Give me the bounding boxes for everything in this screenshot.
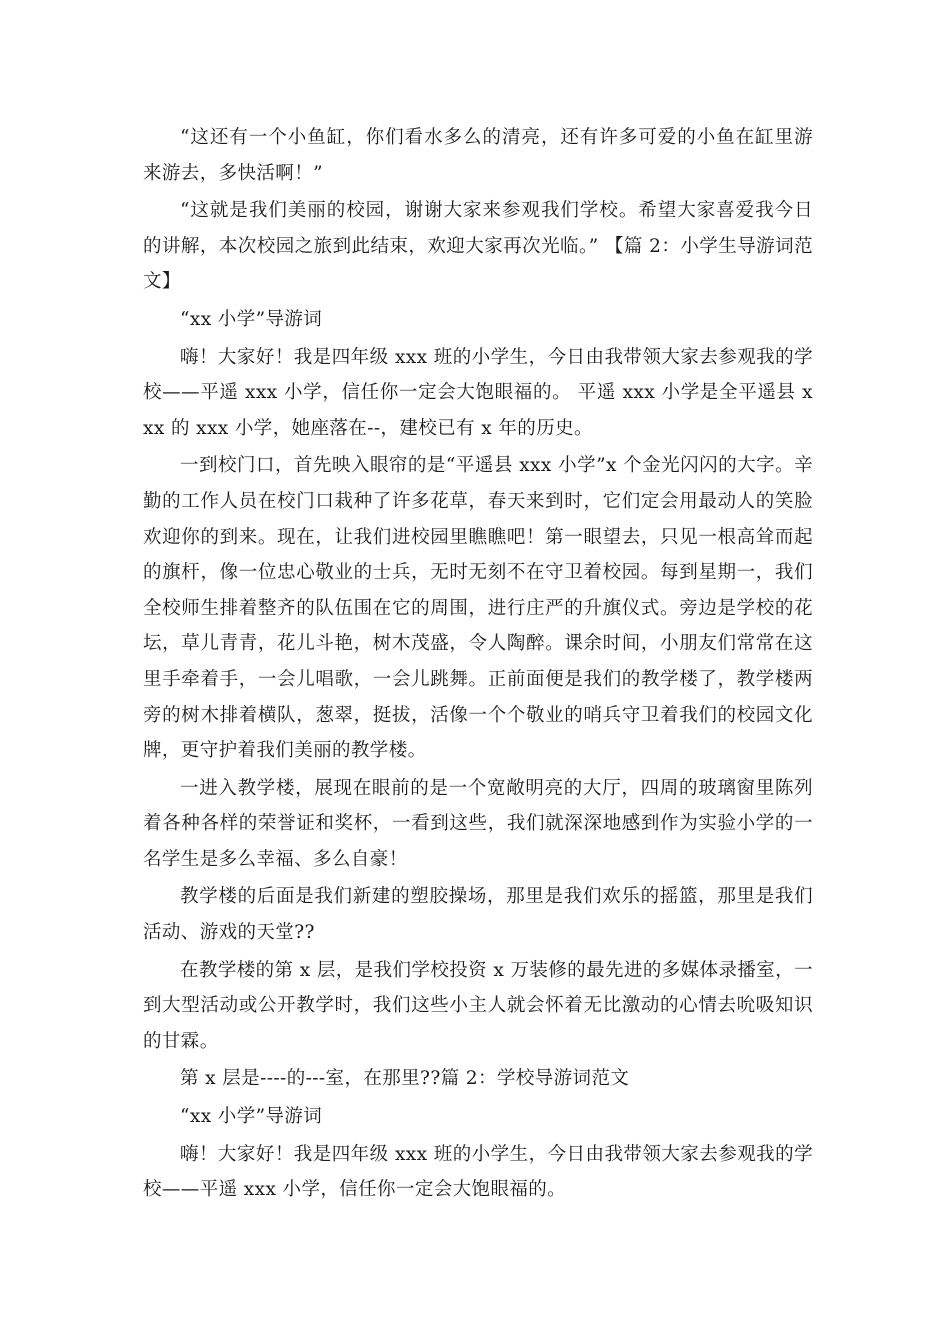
paragraph-fish-tank: “这还有一个小鱼缸，你们看水多么的清亮，还有许多可爱的小鱼在缸里游来游去，多快活啊！” [143,127,813,184]
paragraph-closing-remarks: “这就是我们美丽的校园，谢谢大家来参观我们学校。希望大家喜爱我今日的讲解，本次校园之旅到此结束，欢迎大家再次光临。” 【篇 2：小学生导游词范文】 [143,200,813,293]
paragraph-floor-room: 第 x 层是----的---室，在那里??篇 2：学校导游词范文 [180,1068,630,1090]
paragraph-greeting-2: 嗨！大家好！我是四年级 xxx 班的小学生，今日由我带领大家去参观我的学校——平遥 xxx 小学，信任你一定会大饱眼福的。 [143,1143,813,1201]
paragraph-teaching-building: 一进入教学楼，展现在眼前的是一个宽敞明亮的大厅，四周的玻璃窗里陈列着各种各样的荣誉证和奖杯，一看到这些，我们就深深地感到作为实验小学的一名学生是多么幸福、多么自豪！ [143,777,813,870]
paragraph-playground: 教学楼的后面是我们新建的塑胶操场，那里是我们欢乐的摇篮，那里是我们活动、游戏的天堂?? [143,886,813,944]
paragraph-school-gate: 一到校门口，首先映入眼帘的是“平遥县 xxx 小学”x 个金光闪闪的大字。辛勤的工作人员在校门口栽种了许多花草，春天来到时，它们定会用最动人的笑脸欢迎你的到来。现在，让我们进校园里瞧瞧吧！第一眼望去，只见一根高耸而起的旗杆，像一位忠心敬业的士兵，无时无刻不在守卫着校园。每到星期一，我们全校师生排着整齐的队伍围在它的周围，进行庄严的升旗仪式。旁边是学校的花坛，草儿青青，花儿斗艳，树木茂盛，令人陶醉。课余时间，小朋友们常常在这里手牵着手，一会儿唱歌，一会儿跳舞。正前面便是我们的教学楼了，教学楼两旁的树木排着横队，葱翠，挺拔，活像一个个敬业的哨兵守卫着我们的校园文化牌，更守护着我们美丽的教学楼。 [143,455,813,762]
section-heading-guide-speech-2: “xx 小学”导游词 [180,1106,323,1128]
section-heading-guide-speech: “xx 小学”导游词 [180,308,323,330]
paragraph-greeting: 嗨！大家好！我是四年级 xxx 班的小学生，今日由我带领大家去参观我的学校——平遥 xxx 小学，信任你一定会大饱眼福的。 平遥 xxx 小学是全平遥县 xxx 的 xxx 小学，她座落在--，建校已有 x 年的历史。 [143,346,813,439]
document-body [143,120,813,1208]
paragraph-media-room: 在教学楼的第 x 层，是我们学校投资 x 万装修的最先进的多媒体录播室，一到大型活动或公开教学时，我们这些小主人就会怀着无比激动的心情去吮吸知识的甘霖。 [143,959,813,1052]
